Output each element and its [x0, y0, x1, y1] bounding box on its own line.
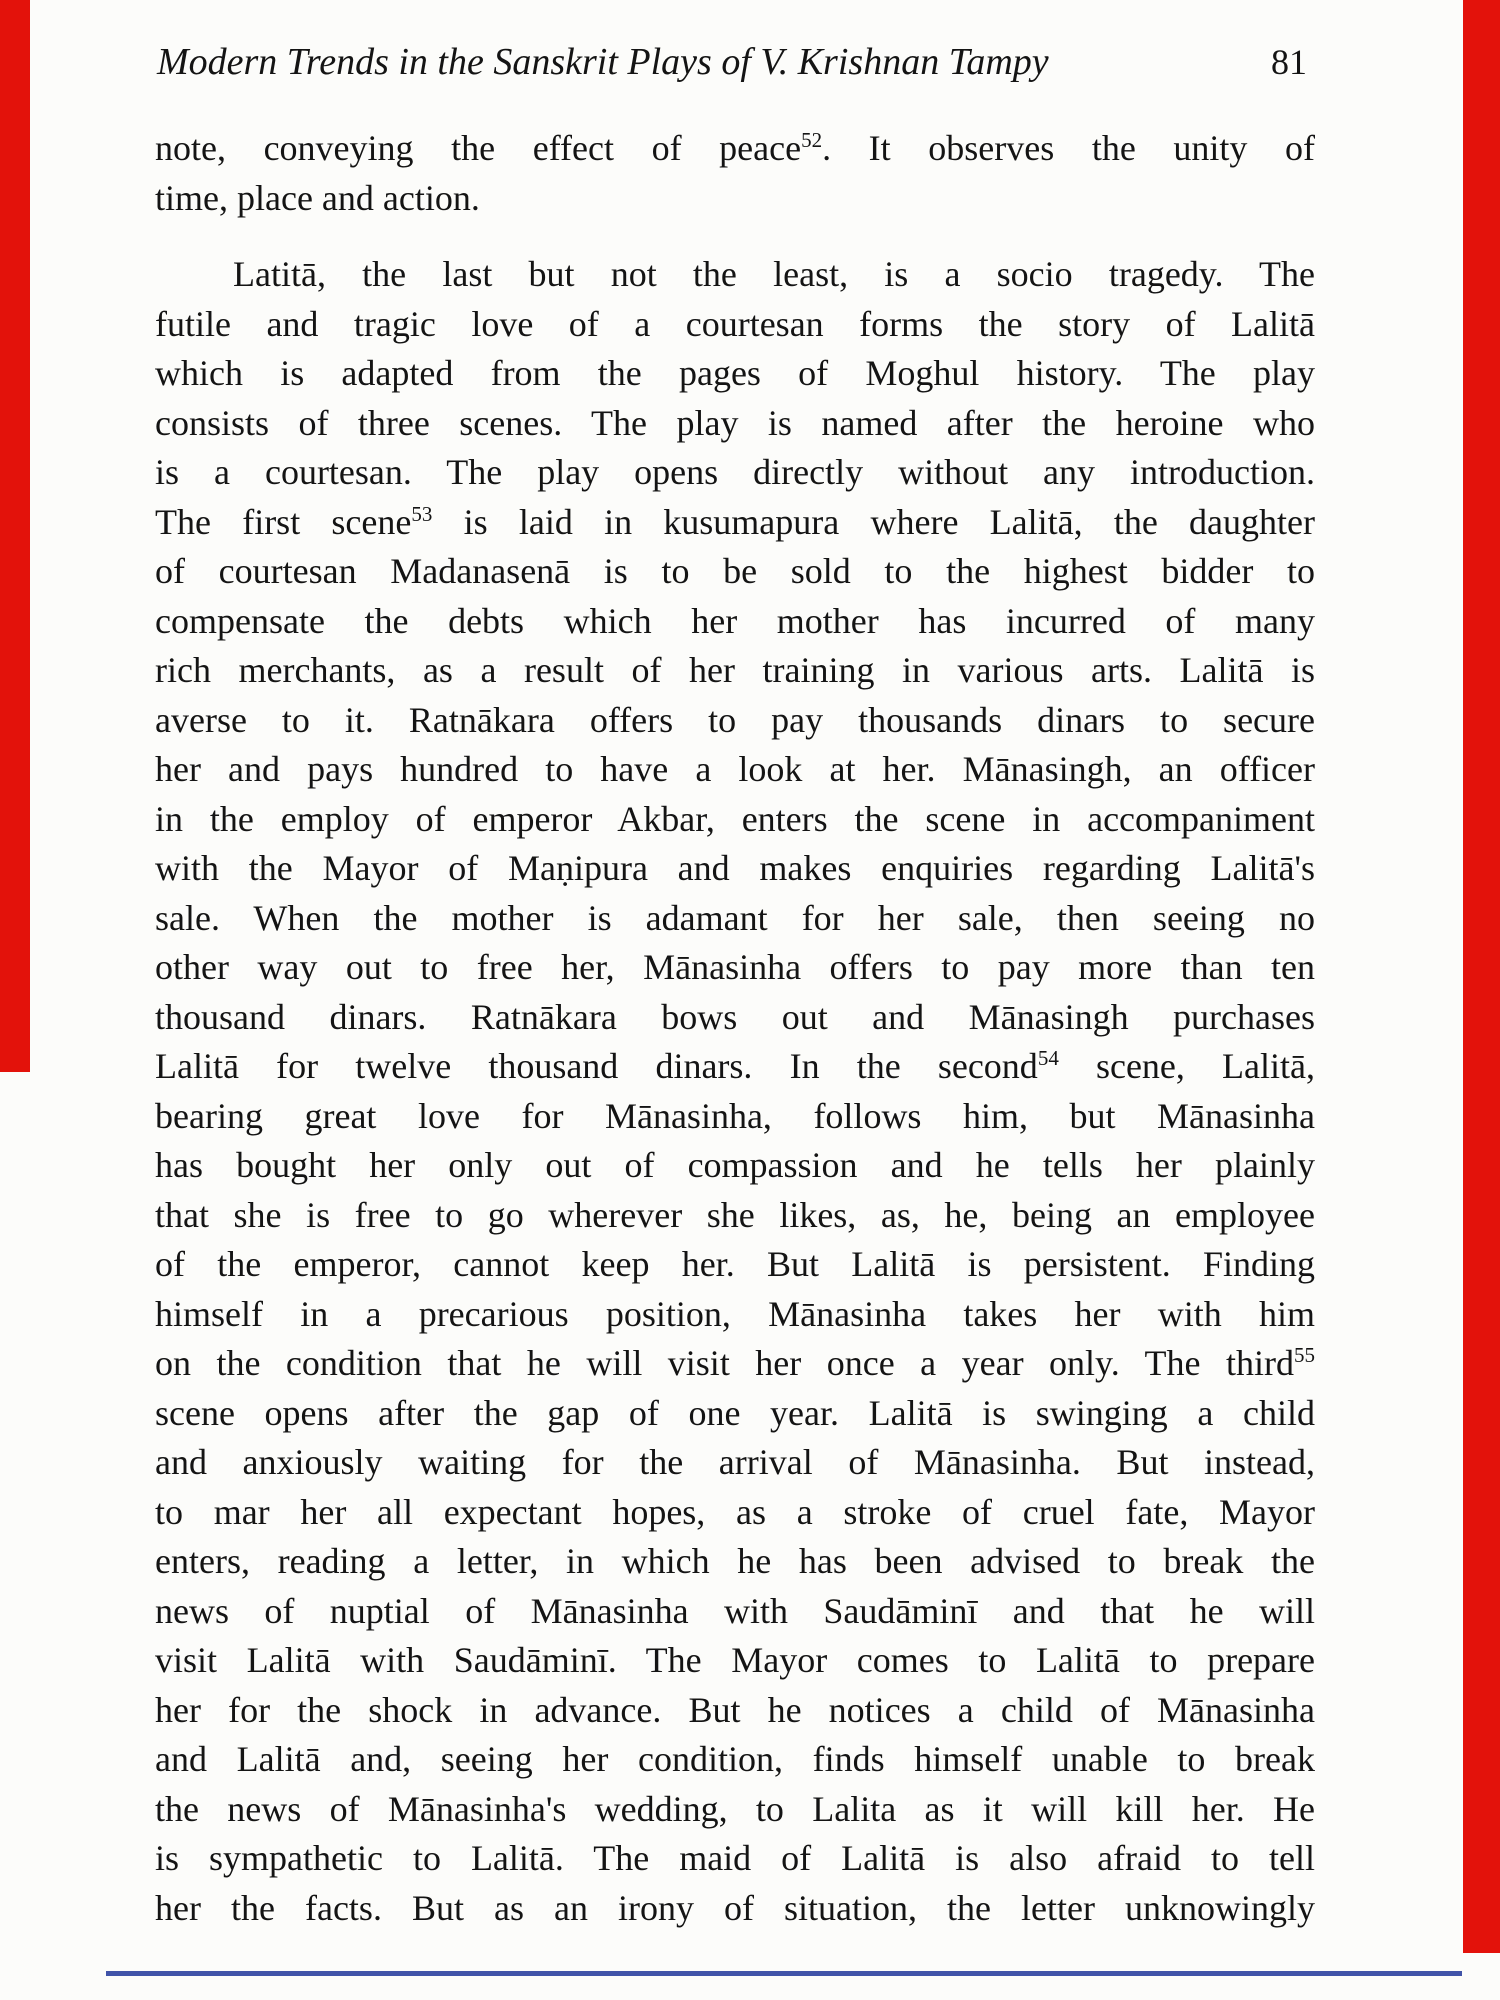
text-line: her and pays hundred to have a look at her. Mānasingh, an officer — [155, 749, 1315, 789]
text-line: and anxiously waiting for the arrival of Mānasinha. But instead, — [155, 1442, 1315, 1482]
text-line: in the employ of emperor Akbar, enters the scene in accompaniment — [155, 798, 1315, 839]
footnote-ref: 55 — [1294, 1343, 1315, 1367]
text-line: consists of three scenes. The play is named after the heroine who — [155, 402, 1315, 443]
text-line: averse to it. Ratnākara offers to pay thousands dinars to secure — [155, 699, 1315, 740]
text-line: of the emperor, cannot keep her. But Lalitā is persistent. Finding — [155, 1244, 1315, 1284]
scan-artifact-bottom-blue-line — [106, 1971, 1462, 1976]
running-header — [157, 40, 1307, 84]
text-line: her for the shock in advance. But he notices a child of Mānasinha — [155, 1689, 1315, 1730]
text-line: of courtesan Madanasenā is to be sold to the highest bidder to — [155, 551, 1315, 591]
text-line: is sympathetic to Lalitā. The maid of Lalitā is also afraid to tell — [155, 1838, 1315, 1878]
scan-artifact-right-red-bar — [1463, 0, 1500, 1953]
text-line: thousand dinars. Ratnākara bows out and Mānasingh purchases — [155, 996, 1315, 1037]
footnote-ref: 54 — [1037, 1046, 1059, 1070]
text-line: other way out to free her, Mānasinha offers to pay more than ten — [155, 947, 1315, 987]
text-line: time, place and action. — [155, 177, 480, 218]
paragraph — [155, 124, 1315, 223]
text-line: bearing great love for Mānasinha, follows him, but Mānasinha — [155, 1095, 1315, 1136]
text-line: note, conveying the effect of peace$^{52}$. It observes the unity of — [155, 128, 1315, 168]
paragraph — [155, 250, 1315, 1933]
footnote-ref: 53 — [411, 501, 433, 526]
header-title: Modern Trends in the Sanskrit Plays of V. Krishnan Tampy — [157, 41, 1049, 83]
text-line: visit Lalitā with Saudāminī. The Mayor comes to Lalitā to prepare — [155, 1640, 1315, 1680]
text-line: enters, reading a letter, in which he has been advised to break the — [155, 1541, 1315, 1581]
text-line: which is adapted from the pages of Moghul history. The play — [155, 353, 1315, 393]
text-line: and Lalitā and, seeing her condition, finds himself unable to break — [155, 1739, 1315, 1779]
text-line: sale. When the mother is adamant for her sale, then seeing no — [155, 897, 1315, 938]
text-line: news of nuptial of Mānasinha with Saudāminī and that he will — [155, 1590, 1315, 1631]
text-line: has bought her only out of compassion and he tells her plainly — [155, 1145, 1315, 1185]
text-line: Lalitā for twelve thousand dinars. In the second$^{54}$ scene, Lalitā, — [155, 1046, 1315, 1086]
text-line: is a courtesan. The play opens directly without any introduction. — [155, 452, 1315, 492]
text-line: scene opens after the gap of one year. Lalitā is swinging a child — [155, 1392, 1315, 1433]
scan-artifact-left-red-bar — [0, 0, 30, 1072]
text-line: rich merchants, as a result of her training in various arts. Lalitā is — [155, 650, 1315, 690]
text-line: with the Mayor of Maṇipura and makes enquiries regarding Lalitā's — [155, 848, 1315, 888]
text-line: compensate the debts which her mother has incurred of many — [155, 600, 1315, 641]
text-line: futile and tragic love of a courtesan forms the story of Lalitā — [155, 303, 1315, 344]
text-line: Latitā, the last but not the least, is a socio tragedy. The — [233, 254, 1315, 294]
footnote-ref: 52 — [801, 128, 823, 152]
text-line: that she is free to go wherever she likes, as, he, being an employee — [155, 1194, 1315, 1235]
text-line: on the condition that he will visit her once a year only. The third$^{55}$ — [155, 1343, 1315, 1383]
text-line: The first scene$^{53}$ is laid in kusumapura where Lalitā, the daughter — [155, 501, 1316, 542]
text-line: to mar her all expectant hopes, as a stroke of cruel fate, Mayor — [155, 1491, 1315, 1532]
page-number: 81 — [1271, 42, 1307, 82]
text-line: himself in a precarious position, Mānasinha takes her with him — [155, 1293, 1315, 1334]
text-line: the news of Mānasinha's wedding, to Lalita as it will kill her. He — [155, 1788, 1315, 1829]
text-line: her the facts. But as an irony of situation, the letter unknowingly — [155, 1887, 1315, 1928]
